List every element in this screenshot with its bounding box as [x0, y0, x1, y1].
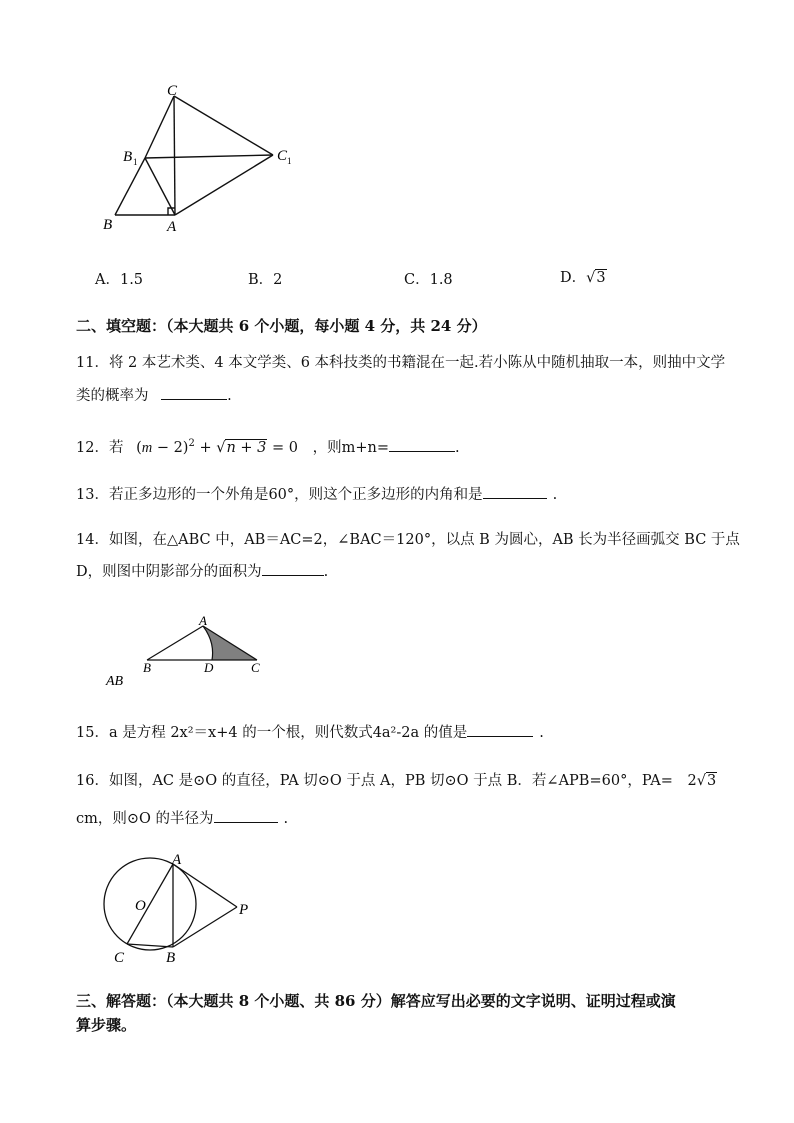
q13-period: .: [552, 487, 558, 503]
section-3-heading-line2: 算步骤。: [76, 1016, 137, 1034]
q14-answer-blank[interactable]: [262, 561, 324, 576]
q11-line2: [76, 385, 232, 406]
label-c: C: [167, 83, 178, 99]
segment-b1c1: [145, 155, 273, 158]
q12-minus-2: − 2): [152, 439, 189, 456]
option-d-radicand: 3: [596, 270, 606, 286]
segment-b1b: [115, 158, 145, 215]
figure-q16-circle-tangent: [100, 852, 270, 970]
q16-period: .: [283, 811, 289, 827]
q12-equals-zero: = 0: [267, 439, 298, 456]
q12-paren: (: [136, 439, 142, 456]
q11-line1: 11．将 2 本艺术类、4 本文学类、6 本科技类的书籍混在一起.若小陈从中随机抽取一本，则抽中文学: [76, 355, 726, 371]
q12-var-m: m: [141, 439, 153, 456]
sqrt-symbol: √: [586, 270, 596, 286]
q15-period: .: [539, 725, 544, 741]
q16-pa-coefficient: 2: [687, 773, 697, 789]
q16-text-2: cm，则⊙O 的半径为: [76, 811, 214, 827]
q12-line: [76, 434, 460, 458]
segment-b1a: [145, 158, 175, 215]
label-b1: B: [123, 149, 133, 165]
q13-text: 13．若正多边形的一个外角是60°，则这个正多边形的内角和是: [76, 487, 483, 503]
tangent-pb: [173, 907, 237, 947]
q14-line2: [76, 561, 328, 582]
label-a: A: [167, 219, 177, 235]
q12-plus: +: [194, 439, 217, 456]
q12-sqrt-symbol: √: [216, 439, 226, 456]
q15-line: [76, 722, 544, 743]
section-2-heading: 二、填空题：（本大题共 6 个小题，每小题 4 分，共 24 分）: [76, 317, 487, 335]
q12-period: .: [455, 439, 460, 456]
diameter-ac: [127, 864, 173, 944]
label-p: P: [239, 902, 249, 918]
label-c1: C: [277, 148, 288, 164]
q12-expression: [136, 440, 298, 456]
q12-radicand: n + 3: [226, 439, 267, 456]
label-b: B: [103, 217, 113, 233]
segment-cb1: [145, 96, 174, 158]
label-c: C: [114, 950, 125, 966]
figure-q14-triangle: [100, 612, 270, 692]
option-a: A．1.5: [95, 272, 144, 288]
q16-answer-blank[interactable]: [214, 808, 278, 823]
q12-prefix: 12．若: [76, 439, 124, 456]
q15-text: 15．a 是方程 2x²＝x+4 的一个根，则代数式4a²-2a 的值是: [76, 725, 468, 741]
option-c: C．1.8: [404, 272, 453, 288]
q16-text: 16．如图，AC 是⊙O 的直径，PA 切⊙O 于点 A，PB 切⊙O 于点 B．若∠APB=60°，PA=: [76, 773, 673, 789]
label-c1-sub: 1: [287, 156, 292, 166]
q13-answer-blank[interactable]: [483, 484, 547, 499]
q11-text: 类的概率为: [76, 388, 149, 404]
segment-ac1: [175, 155, 273, 215]
option-d: [560, 266, 607, 287]
label-b: B: [143, 660, 151, 675]
q11-answer-blank[interactable]: [161, 385, 227, 400]
q16-line1: [76, 771, 717, 791]
option-b: B．2: [248, 272, 283, 288]
q12-question: ，则m+n=: [312, 439, 389, 456]
q13-line: [76, 484, 557, 505]
q12-answer-blank[interactable]: [389, 437, 455, 452]
q15-answer-blank[interactable]: [467, 722, 533, 737]
segment-cc1: [174, 96, 273, 155]
q14-period: .: [323, 564, 329, 580]
q14-text: D，则图中阴影部分的面积为: [76, 564, 262, 580]
label-d: D: [204, 660, 214, 675]
q11-period: .: [227, 388, 232, 404]
label-o: O: [135, 898, 146, 914]
q16-pa-radicand: 3: [706, 773, 717, 789]
label-b: B: [166, 950, 176, 966]
q16-line2: [76, 808, 288, 829]
q16-sqrt-symbol: √: [696, 773, 706, 789]
label-a: A: [199, 613, 207, 628]
section-3-heading-line1: 三、解答题：（本大题共 8 个小题、共 86 分）解答应写出必要的文字说明、证明过程或演: [76, 992, 676, 1010]
option-d-prefix: D．: [560, 270, 587, 286]
label-ab: AB: [106, 674, 124, 689]
label-a: A: [172, 852, 182, 868]
label-c: C: [251, 660, 260, 675]
q14-line1: 14．如图，在△ABC 中，AB＝AC=2，∠BAC＝120°，以点 B 为圆心，AB 长为半径画弧交 BC 于点: [76, 532, 740, 548]
figure-rotated-triangle: [95, 80, 310, 240]
label-b1-sub: 1: [133, 157, 138, 167]
segment-ca: [174, 96, 175, 215]
tangent-pa: [173, 864, 237, 907]
segment-ab: [147, 626, 203, 660]
q12-square: 2: [188, 438, 195, 449]
